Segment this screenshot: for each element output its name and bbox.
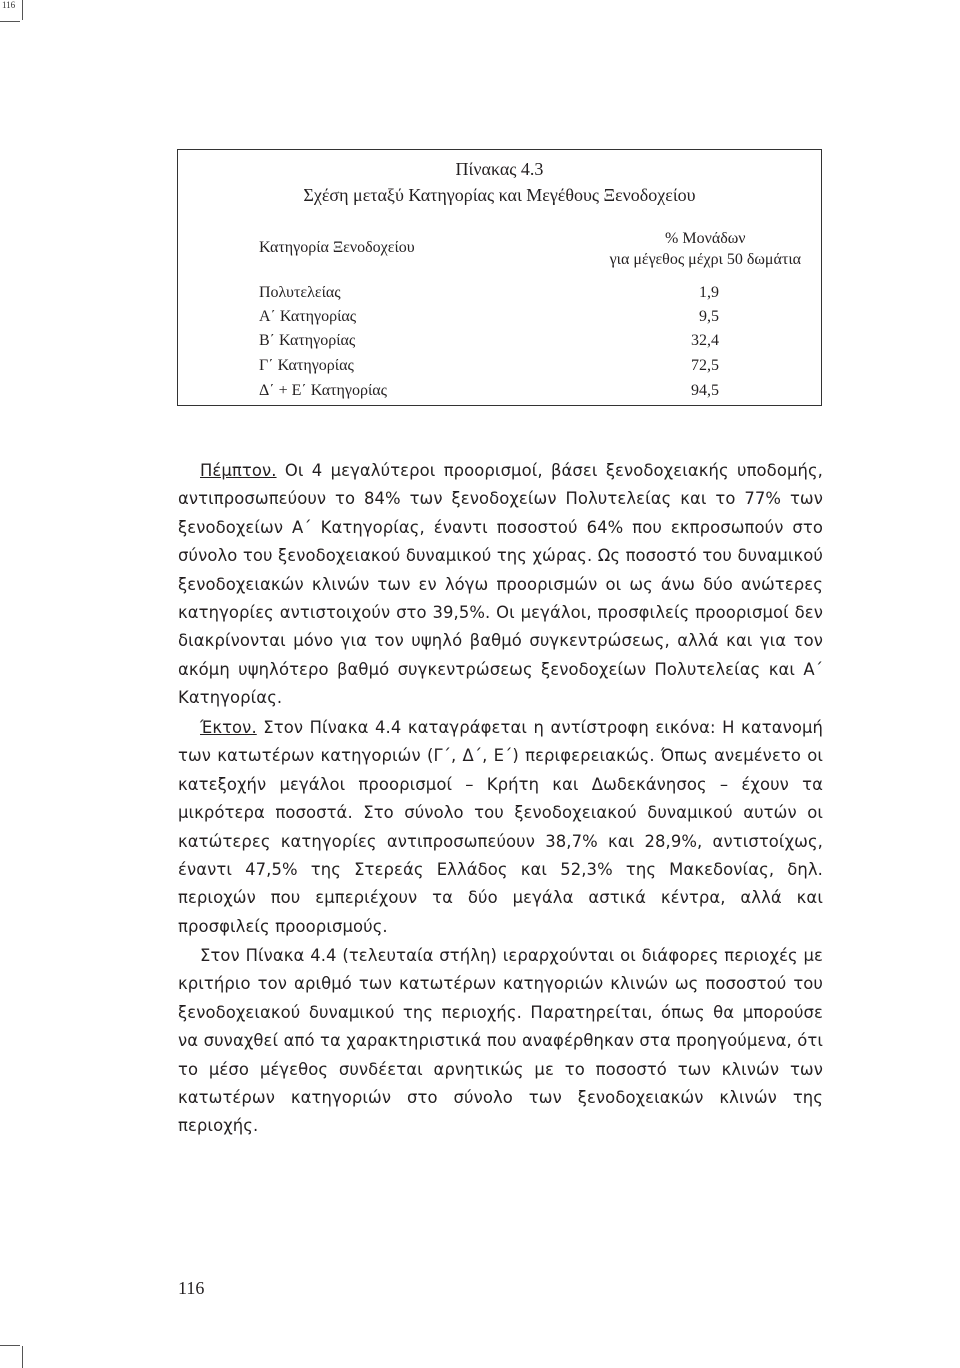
row-value: 94,5 bbox=[691, 382, 719, 399]
row-label: Πολυτελείας bbox=[259, 284, 341, 301]
row-value: 72,5 bbox=[691, 357, 719, 374]
paragraph-fifth bbox=[178, 457, 823, 713]
row-value: 1,9 bbox=[699, 284, 719, 301]
column-header-percent-line2: για μέγεθος μέχρι 50 δωμάτια bbox=[609, 251, 801, 268]
row-value: 9,5 bbox=[699, 308, 719, 325]
paragraph-table-4-4 bbox=[178, 942, 823, 1141]
table-row bbox=[259, 382, 719, 406]
page-number: 116 bbox=[178, 1278, 205, 1298]
table-row bbox=[259, 357, 719, 381]
crop-mark bbox=[22, 0, 23, 20]
crop-mark bbox=[22, 1346, 23, 1368]
table-title: Πίνακας 4.3 bbox=[455, 159, 544, 179]
crop-mark bbox=[0, 21, 20, 22]
paragraph-text: Στον Πίνακα 4.4 (τελευταία στήλη) ιεραρχούνται οι διάφορες περιοχές με κριτήριο τον αριθμό των κατωτέρων κατηγοριών κλινών ως ποσοστού του ξενοδοχειακού δυναμικού της περιοχής. Παρατηρείται, όπως θα μπορούσε να συναχθεί από τα χαρακτηριστικά που αναφέρθηκαν στα προηγούμενα, ότι το μέσο μέγεθος συνδέεται αρνητικώς με το ποσοστό των κλινών των κατωτέρων κατηγοριών στο σύνολο των ξενοδοχειακών κλινών της περιοχής. bbox=[178, 946, 823, 1136]
paragraph-text: Οι 4 μεγαλύτεροι προορισμοί, βάσει ξενοδοχειακής υποδομής, αντιπροσωπεύουν το 84% των ξενοδοχείων Πολυτελείας και το 77% των ξενοδοχείων Α΄ Κατηγορίας, έναντι ποσοστού 64% που εκπροσωπούν στο σύνολο του ξενοδοχειακού δυναμικού της χώρας. Ως ποσοστό του δυναμικού ξενοδοχειακών κλινών των εν λόγω προορισμών οι ως άνω δύο ανώτερες κατηγορίες αντιστοιχούν στο 39,5%. Οι μεγάλοι, προσφιλείς προορισμοί δεν διακρίνονται μόνο για τον υψηλό βαθμό συγκεντρώσεως, αλλά και για τον ακόμη υψηλότερο βαθμό συγκεντρώσεως ξενοδοχείων Πολυτελείας και Α΄ Κατηγορίας. bbox=[178, 461, 823, 708]
table-subtitle: Σχέση μεταξύ Κατηγορίας και Μεγέθους Ξενοδοχείου bbox=[303, 185, 696, 205]
table-row bbox=[259, 308, 719, 332]
row-label: Β΄ Κατηγορίας bbox=[259, 332, 356, 349]
crop-mark bbox=[0, 1345, 20, 1346]
column-header-percent bbox=[610, 228, 801, 270]
paragraph-lead: Έκτον. bbox=[200, 718, 257, 737]
row-label: Α΄ Κατηγορίας bbox=[259, 308, 357, 325]
table-row bbox=[259, 284, 719, 308]
row-label: Γ΄ Κατηγορίας bbox=[259, 357, 354, 374]
paragraph-text: Στον Πίνακα 4.4 καταγράφεται η αντίστροφη εικόνα: Η κατανομή των κατωτέρων κατηγοριών (Γ΄, Δ΄, Ε΄) περιφερειακώς. Όπως ανεμένετο οι κατεξοχήν μεγάλοι προορισμοί – Κρήτη και Δωδεκάνησος – έχουν τα μικρότερα ποσοστά. Στο σύνολο του ξενοδοχειακού δυναμικού αυτών οι κατώτερες κατηγορίες αντιπροσωπεύουν 38,7% και 28,9%, αντιστοίχως, έναντι 47,5% της Στερεάς Ελλάδος και 52,3% της Μακεδονίας, δηλ. περιοχών που εμπεριέχουν τα δύο μεγάλα αστικά κέντρα, αλλά και προσφιλείς προορισμούς. bbox=[178, 718, 823, 936]
column-header-percent-line1: % Μονάδων bbox=[665, 230, 746, 247]
table-row bbox=[259, 332, 719, 356]
row-label: Δ΄ + Ε΄ Κατηγορίας bbox=[259, 382, 387, 399]
paragraph-sixth bbox=[178, 714, 823, 941]
row-value: 32,4 bbox=[691, 332, 719, 349]
paragraph-lead: Πέμπτον. bbox=[200, 461, 277, 480]
column-header-category: Κατηγορία Ξενοδοχείου bbox=[259, 239, 415, 256]
table-4-3 bbox=[177, 149, 822, 406]
corner-page-number: 116 bbox=[2, 0, 16, 10]
